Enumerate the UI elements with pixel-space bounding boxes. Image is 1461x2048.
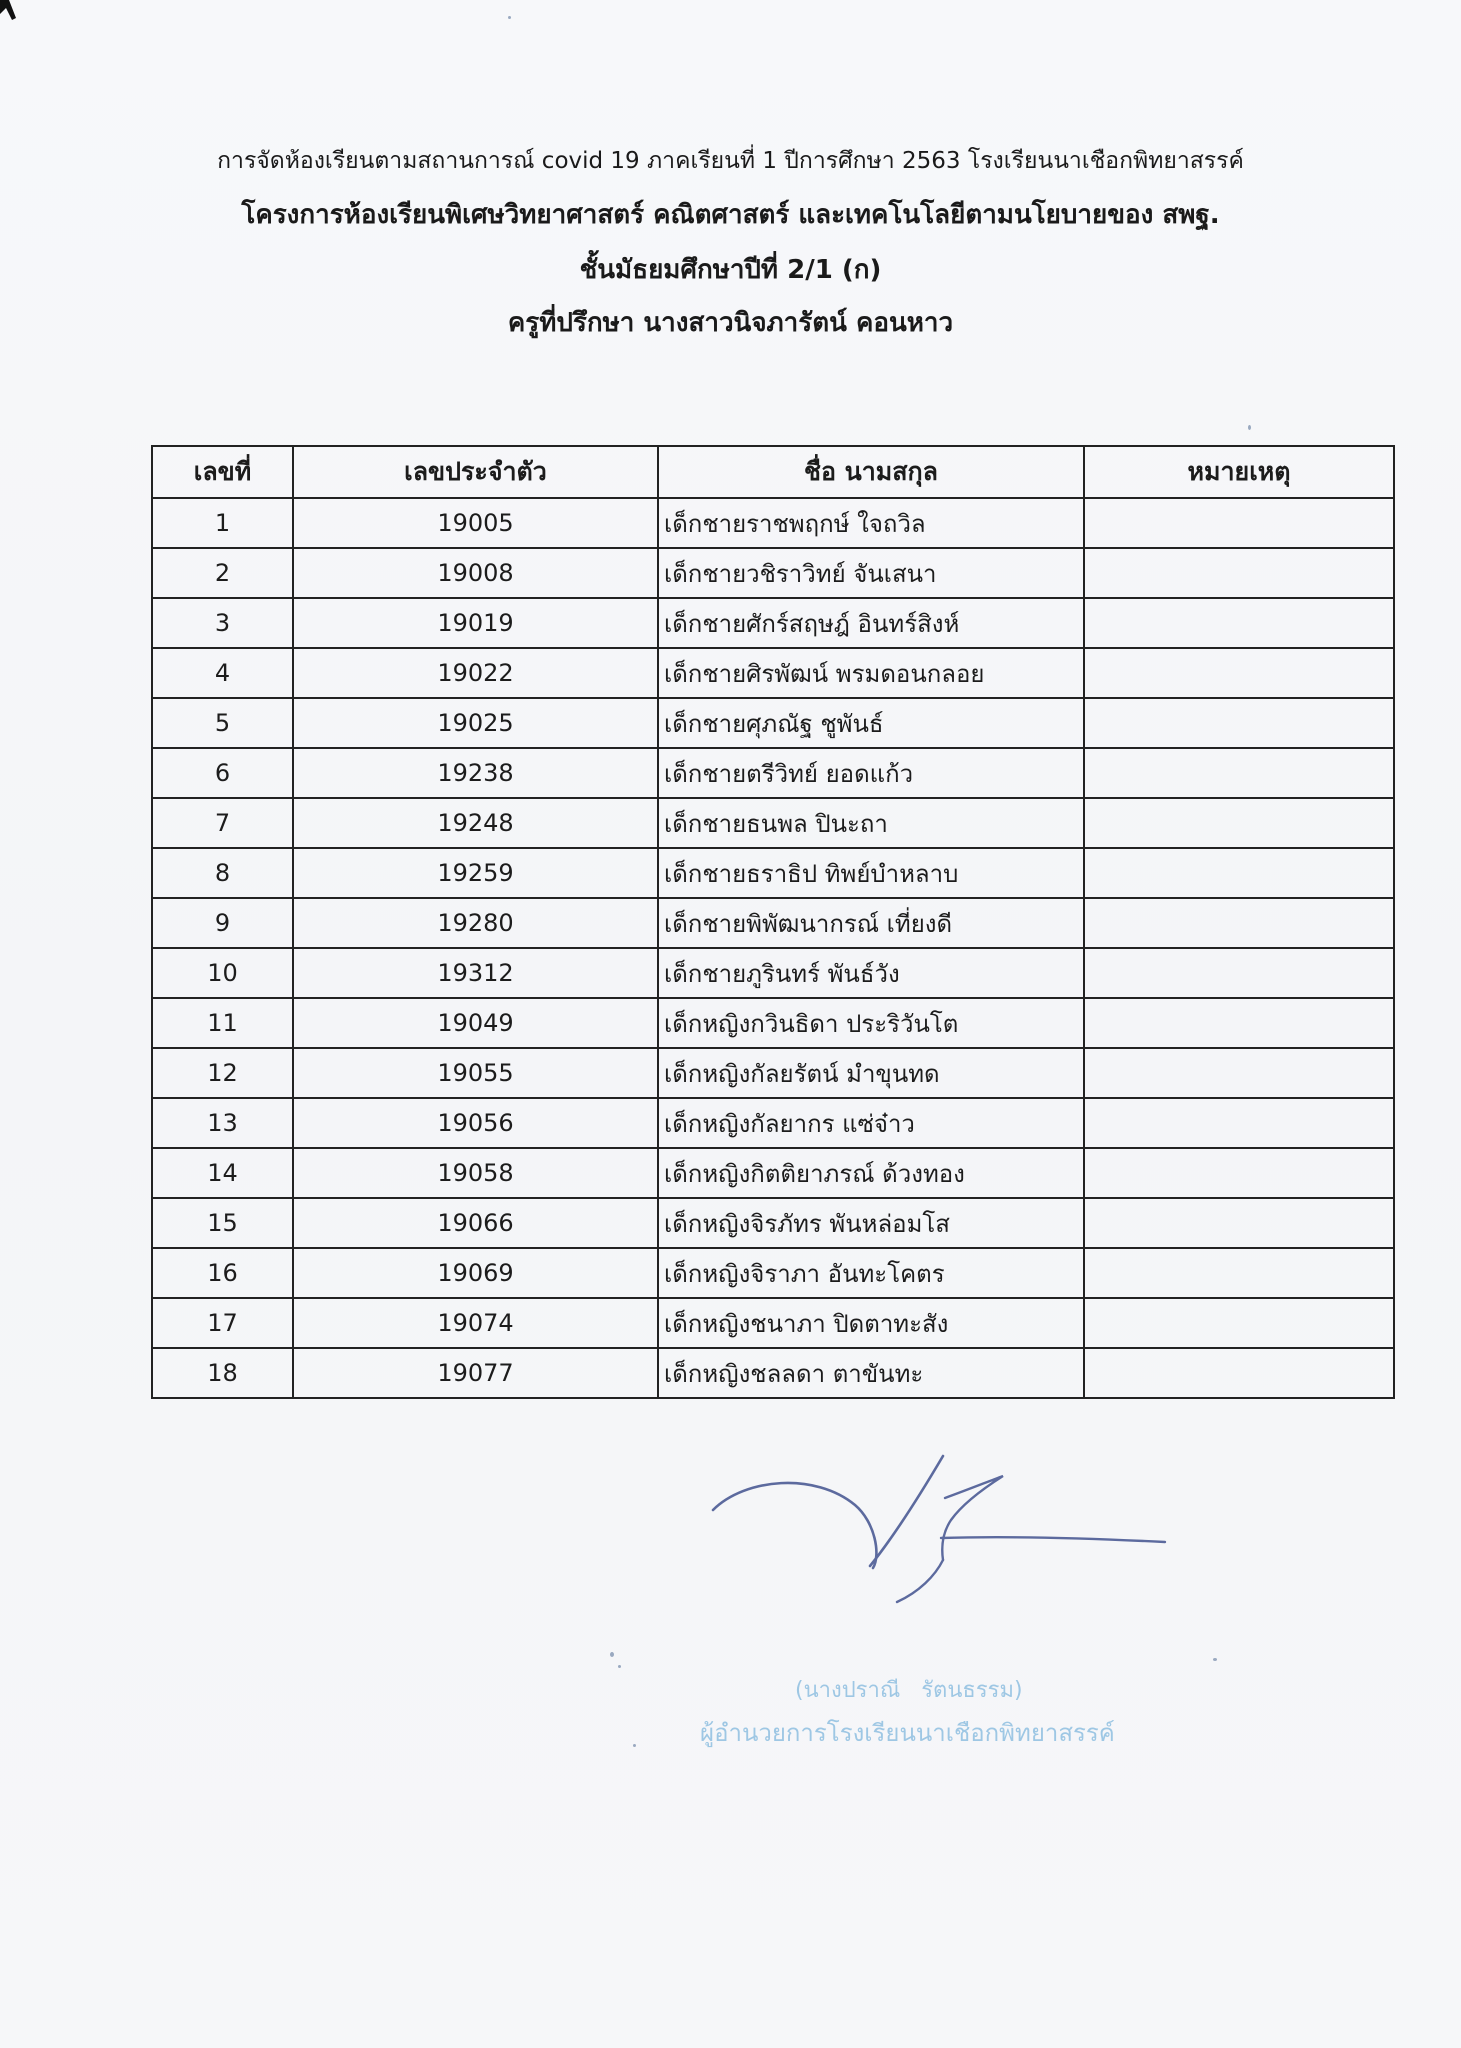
scan-speck	[1213, 1658, 1217, 1661]
table-row	[152, 748, 1394, 798]
row-name: เด็กหญิงกัลยากร แซ่จ๋าว	[658, 1098, 1084, 1148]
table-row	[152, 1098, 1394, 1148]
row-note	[1084, 498, 1394, 548]
row-note	[1084, 1248, 1394, 1298]
row-no: 8	[152, 848, 293, 898]
director-title-stamp: ผู้อำนวยการโรงเรียนนาเชือกพิทยาสรรค์	[700, 1719, 1115, 1747]
scan-speck	[633, 1744, 636, 1747]
row-note	[1084, 998, 1394, 1048]
row-name: เด็กหญิงกิตติยาภรณ์ ด้วงทอง	[658, 1148, 1084, 1198]
scan-speck	[1248, 425, 1251, 430]
header-student-id: เลขประจำตัว	[293, 446, 658, 498]
row-student-id: 19238	[293, 748, 658, 798]
row-student-id: 19055	[293, 1048, 658, 1098]
document-title: การจัดห้องเรียนตามสถานการณ์ covid 19 ภาคเรียนที่ 1 ปีการศึกษา 2563 โรงเรียนนาเชือกพิทยาสรรค์	[217, 148, 1244, 174]
table-row	[152, 998, 1394, 1048]
row-note	[1084, 1348, 1394, 1398]
scan-speck	[508, 16, 511, 19]
row-student-id: 19005	[293, 498, 658, 548]
row-student-id: 19069	[293, 1248, 658, 1298]
row-student-id: 19025	[293, 698, 658, 748]
row-name: เด็กชายศักร์สฤษฎ์ อินทร์สิงห์	[658, 598, 1084, 648]
program-title: โครงการห้องเรียนพิเศษวิทยาศาสตร์ คณิตศาสตร์ และเทคโนโลยีตามนโยบายของ สพฐ.	[241, 200, 1220, 230]
row-student-id: 19074	[293, 1298, 658, 1348]
row-note	[1084, 948, 1394, 998]
row-no: 16	[152, 1248, 293, 1298]
row-student-id: 19280	[293, 898, 658, 948]
row-no: 9	[152, 898, 293, 948]
table-row	[152, 1198, 1394, 1248]
row-no: 4	[152, 648, 293, 698]
row-name: เด็กหญิงจิราภา อันทะโคตร	[658, 1248, 1084, 1298]
header-note: หมายเหตุ	[1084, 446, 1394, 498]
table-row	[152, 1348, 1394, 1398]
row-student-id: 19056	[293, 1098, 658, 1148]
table-header-row	[152, 446, 1394, 498]
row-note	[1084, 548, 1394, 598]
row-no: 10	[152, 948, 293, 998]
row-student-id: 19248	[293, 798, 658, 848]
row-name: เด็กชายพิพัฒนากรณ์ เที่ยงดี	[658, 898, 1084, 948]
student-roster-table	[151, 445, 1395, 1399]
row-name: เด็กหญิงกวินธิดา ประริวันโต	[658, 998, 1084, 1048]
row-note	[1084, 1198, 1394, 1248]
table-row	[152, 948, 1394, 998]
scan-speck	[610, 1652, 614, 1657]
row-name: เด็กชายธนพล ปินะถา	[658, 798, 1084, 848]
table-row	[152, 1148, 1394, 1198]
row-name: เด็กหญิงชลลดา ตาขันทะ	[658, 1348, 1084, 1398]
table-row	[152, 648, 1394, 698]
row-no: 14	[152, 1148, 293, 1198]
director-name-stamp: (นางปราณี รัตนธรรม)	[795, 1678, 1023, 1703]
table-row	[152, 798, 1394, 848]
scan-edge-mark	[0, 0, 18, 22]
row-name: เด็กหญิงกัลยรัตน์ มำขุนทด	[658, 1048, 1084, 1098]
table-row	[152, 898, 1394, 948]
row-note	[1084, 1048, 1394, 1098]
header-name: ชื่อ นามสกุล	[658, 446, 1084, 498]
row-student-id: 19259	[293, 848, 658, 898]
row-no: 15	[152, 1198, 293, 1248]
row-student-id: 19019	[293, 598, 658, 648]
row-name: เด็กชายวชิราวิทย์ จันเสนา	[658, 548, 1084, 598]
row-no: 17	[152, 1298, 293, 1348]
row-no: 11	[152, 998, 293, 1048]
row-no: 5	[152, 698, 293, 748]
row-name: เด็กชายศุภณัฐ ชูพันธ์	[658, 698, 1084, 748]
class-level: ชั้นมัธยมศึกษาปีที่ 2/1 (ก)	[579, 255, 882, 285]
row-note	[1084, 1098, 1394, 1148]
row-name: เด็กชายธราธิป ทิพย์บำหลาบ	[658, 848, 1084, 898]
row-no: 7	[152, 798, 293, 848]
row-note	[1084, 648, 1394, 698]
table-row	[152, 1048, 1394, 1098]
row-note	[1084, 598, 1394, 648]
row-student-id: 19049	[293, 998, 658, 1048]
table-row	[152, 548, 1394, 598]
advisor-line: ครูที่ปรึกษา นางสาวนิจภารัตน์ คอนหาว	[507, 308, 954, 338]
row-name: เด็กหญิงจิรภัทร พันหล่อมโส	[658, 1198, 1084, 1248]
table-row	[152, 848, 1394, 898]
scan-speck	[618, 1665, 621, 1668]
row-no: 1	[152, 498, 293, 548]
row-student-id: 19008	[293, 548, 658, 598]
row-note	[1084, 798, 1394, 848]
row-no: 13	[152, 1098, 293, 1148]
table-row	[152, 1298, 1394, 1348]
row-student-id: 19022	[293, 648, 658, 698]
row-note	[1084, 698, 1394, 748]
row-note	[1084, 1148, 1394, 1198]
header-no: เลขที่	[152, 446, 293, 498]
row-student-id: 19058	[293, 1148, 658, 1198]
row-no: 3	[152, 598, 293, 648]
row-note	[1084, 898, 1394, 948]
table-row	[152, 698, 1394, 748]
table-row	[152, 498, 1394, 548]
row-name: เด็กชายศิรพัฒน์ พรมดอนกลอย	[658, 648, 1084, 698]
row-name: เด็กชายภูรินทร์ พันธ์วัง	[658, 948, 1084, 998]
row-student-id: 19312	[293, 948, 658, 998]
row-student-id: 19066	[293, 1198, 658, 1248]
row-note	[1084, 848, 1394, 898]
row-no: 6	[152, 748, 293, 798]
director-signature	[705, 1450, 1175, 1610]
table-row	[152, 1248, 1394, 1298]
row-name: เด็กหญิงชนาภา ปิดตาทะสัง	[658, 1298, 1084, 1348]
row-student-id: 19077	[293, 1348, 658, 1398]
row-note	[1084, 1298, 1394, 1348]
row-name: เด็กชายตรีวิทย์ ยอดแก้ว	[658, 748, 1084, 798]
row-no: 12	[152, 1048, 293, 1098]
row-name: เด็กชายราชพฤกษ์ ใจถวิล	[658, 498, 1084, 548]
row-no: 18	[152, 1348, 293, 1398]
row-note	[1084, 748, 1394, 798]
row-no: 2	[152, 548, 293, 598]
table-row	[152, 598, 1394, 648]
